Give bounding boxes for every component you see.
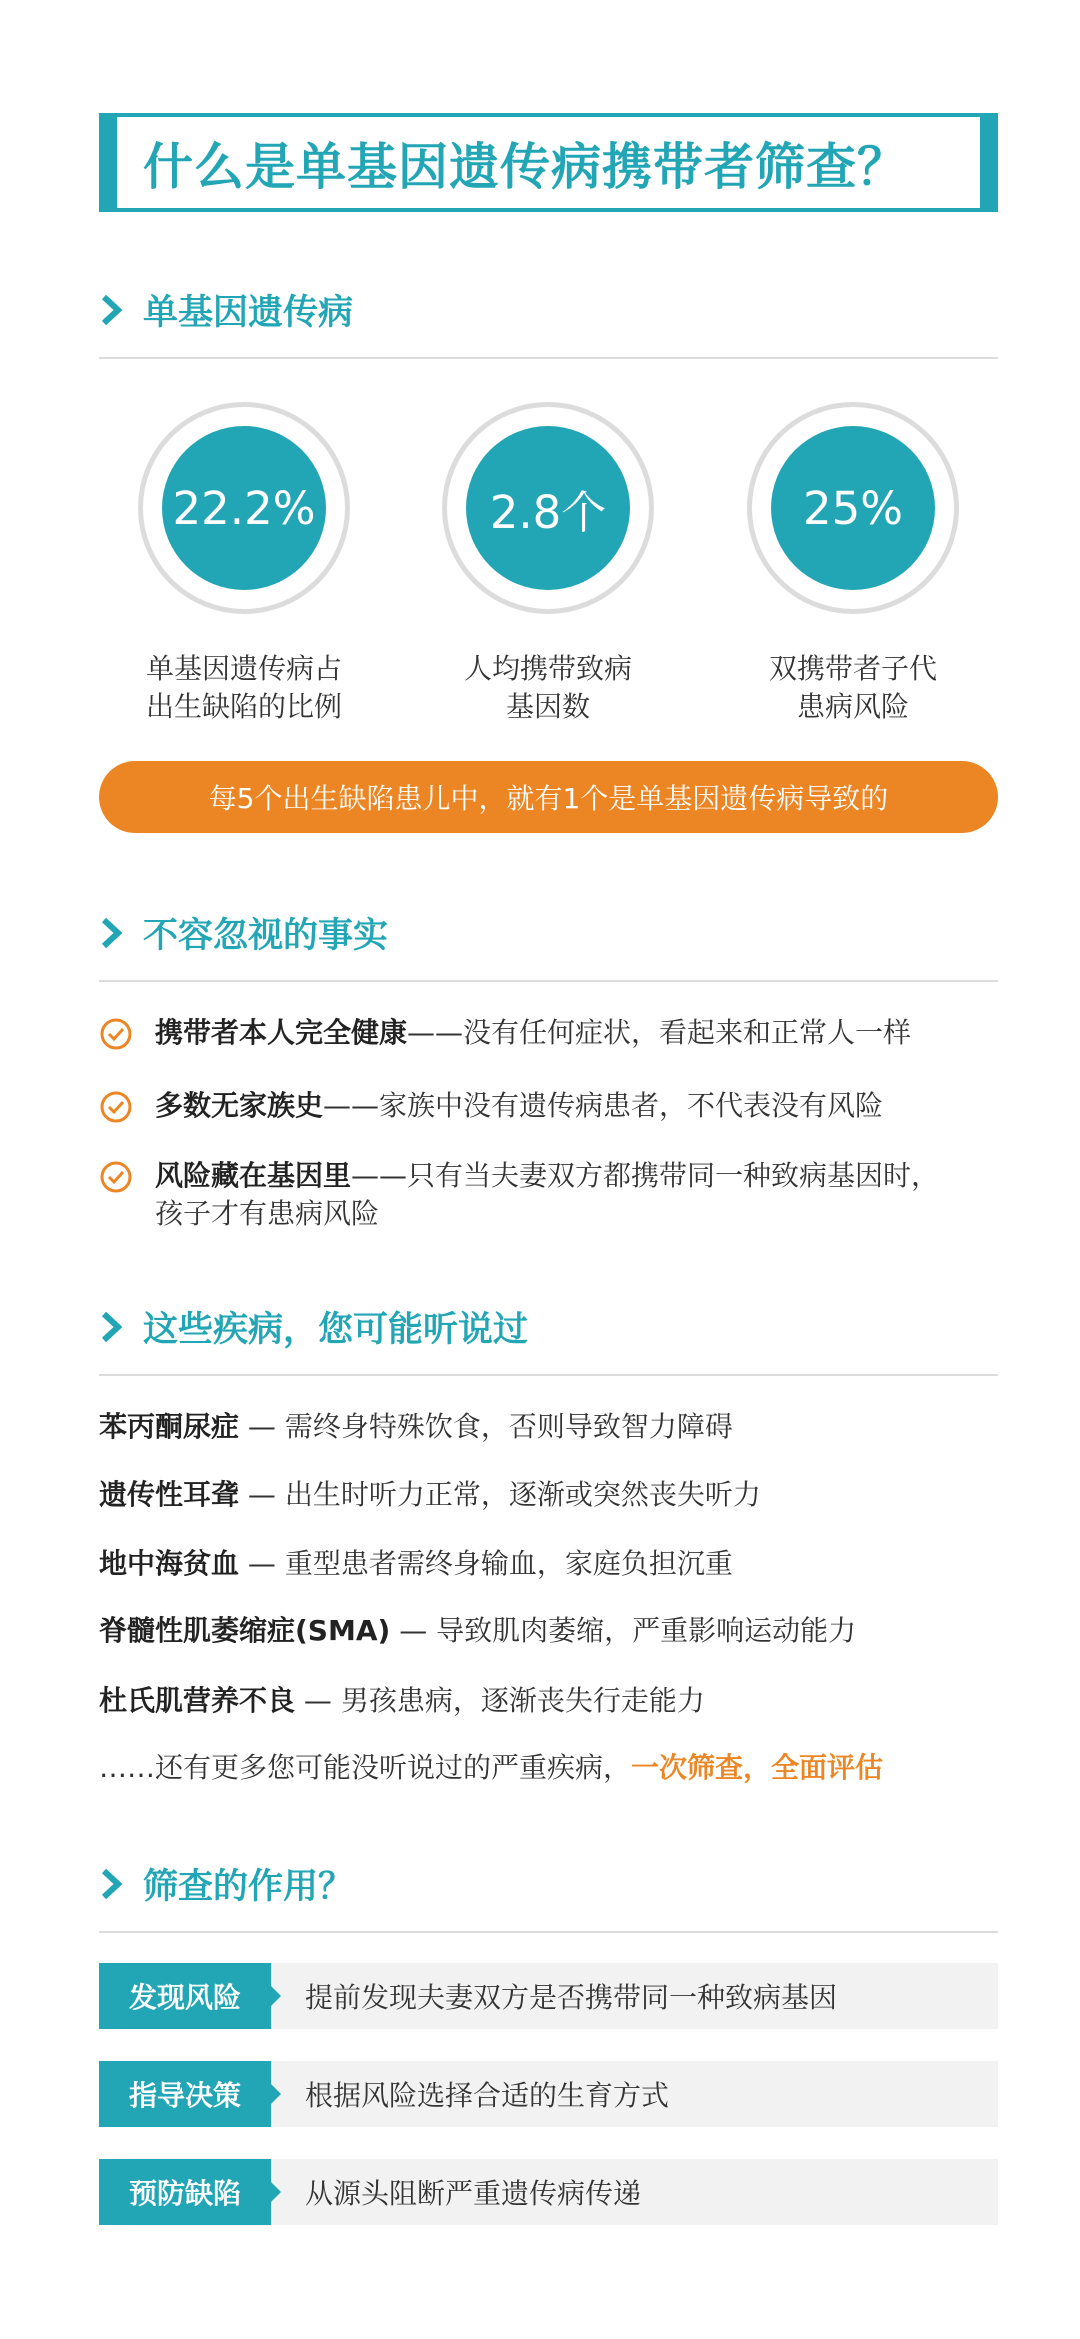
disease-name: 苯丙酮尿症 [99, 1410, 240, 1443]
stat-caption: 人均携带致病 [463, 652, 632, 685]
fact-title: 携带者本人完全健康 [155, 1016, 408, 1049]
disease-item [99, 1612, 856, 1650]
disease-item [99, 1476, 761, 1514]
chevron-right-icon [99, 293, 125, 327]
role-row [99, 1963, 998, 2029]
fact-text: ——没有任何症状，看起来和正常人一样 [407, 1016, 912, 1049]
section-header-diseases [99, 1302, 998, 1376]
disease-name: 脊髓性肌萎缩症(SMA) [99, 1614, 391, 1647]
stat-carried-genes [398, 402, 698, 726]
more-text: ……还有更多您可能没听说过的严重疾病， [99, 1751, 632, 1784]
role-row [99, 2061, 998, 2127]
role-tag: 发现风险 [99, 1963, 271, 2029]
divider [99, 1931, 998, 1933]
fact-title: 风险藏在基因里 [155, 1159, 352, 1192]
chevron-right-icon [99, 1867, 125, 1901]
stat-caption: 双携带者子代 [768, 652, 937, 685]
disease-item [99, 1408, 733, 1446]
role-row [99, 2159, 998, 2225]
stat-offspring-risk [703, 402, 1003, 726]
page-title-box [99, 113, 998, 212]
fact-text: ——家族中没有遗传病患者，不代表没有风险 [323, 1089, 884, 1122]
disease-desc: — 男孩患病，逐渐丧失行走能力 [295, 1684, 705, 1717]
fact-text-continued: 孩子才有患病风险 [155, 1197, 380, 1230]
role-desc: 根据风险选择合适的生育方式 [271, 2061, 998, 2127]
role-desc: 提前发现夫妻双方是否携带同一种致病基因 [271, 1963, 998, 2029]
disease-desc: — 出生时听力正常，逐渐或突然丧失听力 [239, 1478, 761, 1511]
stat-caption: 单基因遗传病占 [145, 652, 342, 685]
fact-item [99, 1087, 1019, 1125]
role-desc: 从源头阻断严重遗传病传递 [271, 2159, 998, 2225]
chevron-right-icon [99, 1310, 125, 1344]
fact-item [99, 1157, 1019, 1233]
stat-value: 2.8个 [466, 426, 630, 590]
disease-name: 地中海贫血 [99, 1547, 240, 1580]
fact-text: ——只有当夫妻双方都携带同一种致病基因时， [351, 1159, 940, 1192]
disease-desc: — 重型患者需终身输血，家庭负担沉重 [239, 1547, 733, 1580]
section-heading: 这些疾病，您可能听说过 [143, 1310, 529, 1350]
fact-item [99, 1014, 1019, 1052]
divider [99, 357, 998, 359]
more-diseases-note [99, 1749, 883, 1787]
check-circle-icon [99, 1160, 133, 1194]
stat-value: 25% [771, 426, 935, 590]
disease-name: 遗传性耳聋 [99, 1478, 240, 1511]
page-title: 什么是单基因遗传病携带者筛查？ [143, 137, 908, 196]
divider [99, 1374, 998, 1376]
divider [99, 980, 998, 982]
section-header-purpose [99, 1859, 998, 1933]
role-tag: 指导决策 [99, 2061, 271, 2127]
more-highlight: 一次筛查，全面评估 [631, 1751, 884, 1784]
stat-caption: 患病风险 [796, 690, 909, 723]
disease-desc: — 导致肌肉萎缩，严重影响运动能力 [390, 1614, 857, 1647]
section-heading: 单基因遗传病 [143, 293, 354, 333]
check-circle-icon [99, 1090, 133, 1124]
highlight-banner: 每5个出生缺陷患儿中，就有1个是单基因遗传病导致的 [99, 761, 998, 833]
disease-desc: — 需终身特殊饮食，否则导致智力障碍 [239, 1410, 733, 1443]
disease-item [99, 1545, 733, 1583]
stat-birth-defect-ratio [94, 402, 394, 726]
chevron-right-icon [99, 916, 125, 950]
check-circle-icon [99, 1017, 133, 1051]
section-heading: 筛查的作用？ [143, 1867, 354, 1907]
fact-title: 多数无家族史 [155, 1089, 324, 1122]
stat-ring [442, 402, 654, 614]
section-header-facts [99, 908, 998, 982]
stat-ring [138, 402, 350, 614]
disease-item [99, 1682, 705, 1720]
stat-caption: 基因数 [505, 690, 590, 723]
section-heading: 不容忽视的事实 [143, 916, 389, 956]
section-header-single-gene [99, 285, 998, 359]
stat-value: 22.2% [162, 426, 326, 590]
disease-name: 杜氏肌营养不良 [99, 1684, 296, 1717]
stat-caption: 出生缺陷的比例 [145, 690, 342, 723]
role-tag: 预防缺陷 [99, 2159, 271, 2225]
stat-ring [747, 402, 959, 614]
